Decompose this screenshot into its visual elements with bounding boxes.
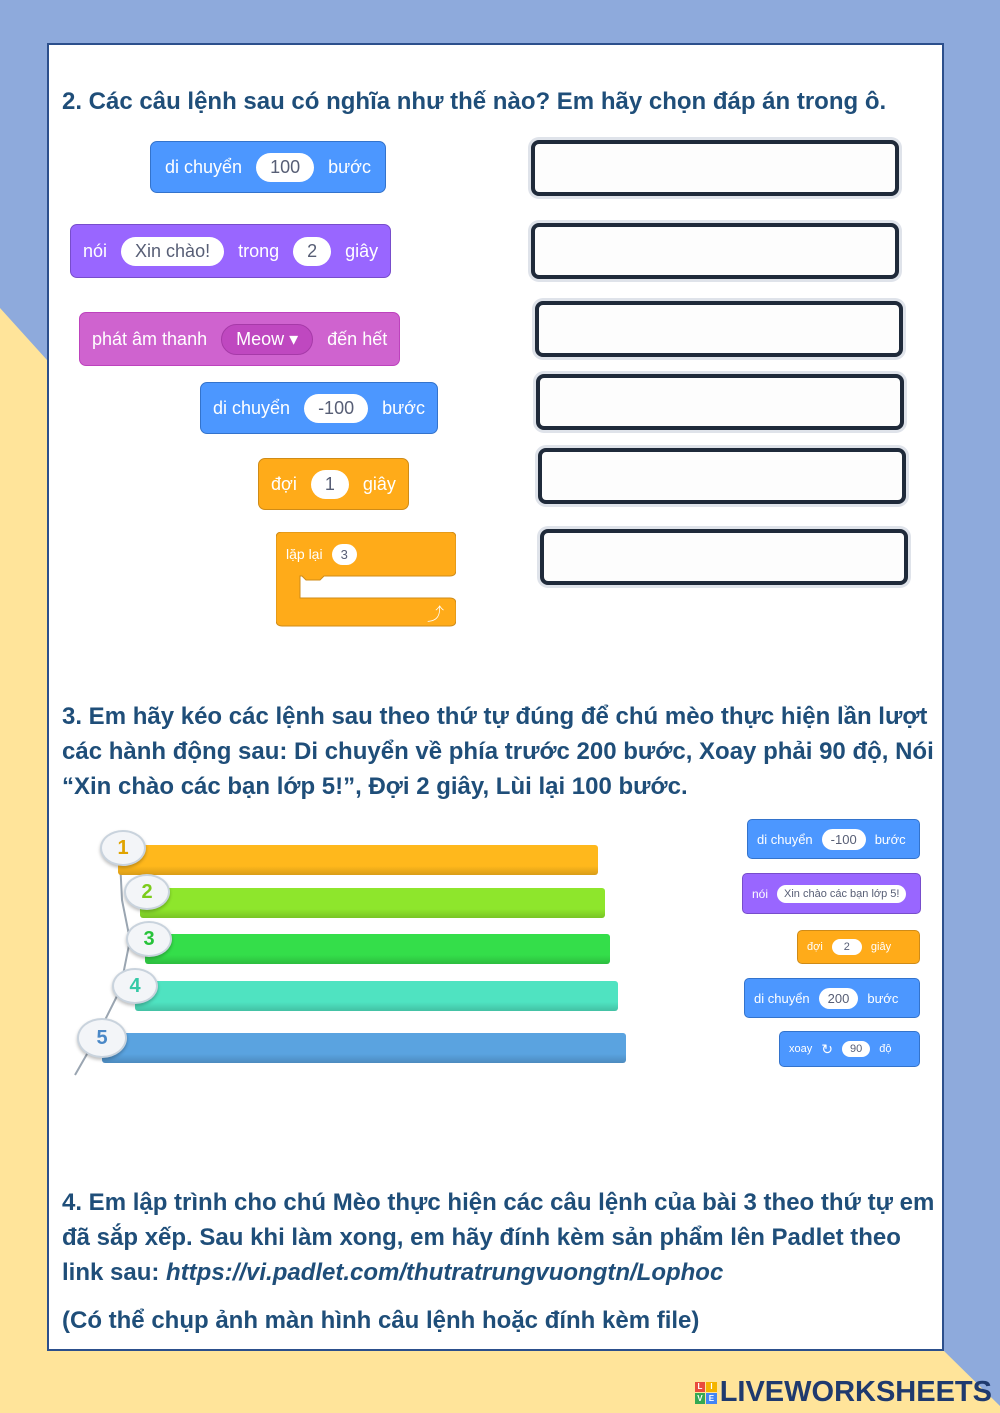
block-value: 200: [819, 988, 859, 1009]
logo-letter: V: [695, 1393, 706, 1404]
answer-box-4[interactable]: [536, 374, 904, 430]
repeat-header: [277, 540, 366, 568]
slot-number-4: 4: [112, 968, 158, 1004]
block-label: di chuyển: [757, 831, 813, 847]
block-value: 90: [842, 1041, 870, 1057]
answer-slot-1[interactable]: [118, 845, 598, 875]
block-label: giây: [870, 941, 892, 953]
logo-mark-icon: [695, 1382, 717, 1404]
block-label: giây: [362, 473, 396, 494]
block-label: đợi: [271, 473, 297, 494]
block-label: xoay: [789, 1043, 813, 1055]
block-value: 100: [256, 153, 314, 182]
question-4-body: 4. Em lập trình cho chú Mèo thực hiện các câu lệnh của bài 3 theo thứ tự em đã sắp xếp. Sau khi làm xong, em hãy đính kèm sản phẩm lên Padlet theo link sau:: [62, 1189, 935, 1286]
logo-letter: L: [695, 1382, 706, 1393]
drag-block-move-minus-100[interactable]: [747, 819, 920, 859]
block-value: Xin chào!: [121, 237, 224, 266]
logo-text: LIVEWORKSHEETS: [719, 1376, 992, 1408]
block-wait-1[interactable]: [258, 458, 409, 510]
block-label: di chuyển: [165, 156, 243, 177]
loop-arrow-icon: ⤴: [427, 605, 444, 624]
block-label: bước: [328, 156, 371, 177]
question-4-note: (Có thể chụp ảnh màn hình câu lệnh hoặc đính kèm file): [62, 1307, 700, 1334]
question-3-text: 3. Em hãy kéo các lệnh sau theo thứ tự đúng để chú mèo thực hiện lần lượt các hành động sau: Di chuyển về phía trước 200 bước, Xoay phải 90 độ, Nói “Xin chào các bạn lớp 5!”, Đợi 2 giây, Lùi lại 100 bước.: [62, 703, 934, 800]
slot-number-5: 5: [77, 1018, 127, 1058]
block-label: phát âm thanh: [92, 328, 208, 349]
block-value: 3: [332, 544, 357, 565]
block-say-for-seconds[interactable]: [70, 224, 391, 278]
sound-dropdown: Meow ▾: [221, 324, 313, 355]
drag-block-wait-2[interactable]: [797, 930, 920, 964]
block-label: di chuyển: [754, 990, 810, 1006]
logo-letter: E: [706, 1393, 717, 1404]
block-label: giây: [345, 240, 379, 261]
block-label: đến hết: [327, 328, 388, 349]
block-move-100[interactable]: [150, 141, 386, 193]
slot-number-2: 2: [124, 874, 170, 910]
slot-number-3: 3: [126, 921, 172, 957]
slot-number-1: 1: [100, 830, 146, 866]
answer-box-6[interactable]: [540, 529, 908, 585]
answer-slot-2[interactable]: [140, 888, 605, 918]
block-label: nói: [752, 886, 769, 901]
block-value: 2: [832, 939, 862, 955]
block-value: -100: [822, 829, 866, 850]
block-label: nói: [83, 240, 108, 261]
drag-block-turn-90[interactable]: [779, 1031, 920, 1067]
answer-slot-3[interactable]: [145, 934, 610, 964]
block-label: di chuyển: [213, 397, 291, 418]
answer-slot-5[interactable]: [102, 1033, 626, 1063]
turn-right-icon: ↻: [821, 1040, 833, 1057]
answer-box-1[interactable]: [531, 140, 899, 196]
block-play-sound-until-done[interactable]: [79, 312, 400, 366]
block-label: bước: [382, 397, 425, 418]
block-value: -100: [304, 394, 368, 423]
block-label: độ: [879, 1043, 892, 1055]
answer-box-2[interactable]: [531, 223, 899, 279]
block-move-minus-100[interactable]: [200, 382, 438, 434]
block-label: lặp lại: [286, 546, 323, 562]
block-label: bước: [874, 831, 906, 847]
block-value: 2: [293, 237, 331, 266]
answer-slot-4[interactable]: [135, 981, 618, 1011]
padlet-link[interactable]: https://vi.padlet.com/thutratrungvuongtn/Lophoc: [166, 1259, 724, 1286]
block-label: đợi: [807, 941, 823, 953]
answer-box-3[interactable]: [535, 301, 903, 357]
block-value: 1: [311, 470, 349, 499]
question-2-text: 2. Các câu lệnh sau có nghĩa như thế nào? Em hãy chọn đáp án trong ô.: [62, 88, 887, 115]
question-4-text: [62, 1185, 942, 1290]
block-label: bước: [867, 990, 899, 1006]
drag-block-say-hello[interactable]: [742, 873, 921, 914]
answer-box-5[interactable]: [538, 448, 906, 504]
liveworksheets-logo: [695, 1376, 992, 1409]
block-label: trong: [238, 240, 280, 261]
logo-letter: I: [706, 1382, 717, 1393]
block-repeat-3[interactable]: [276, 532, 456, 630]
drag-block-move-200[interactable]: [744, 978, 920, 1018]
block-value: Xin chào các bạn lớp 5!: [777, 885, 906, 903]
